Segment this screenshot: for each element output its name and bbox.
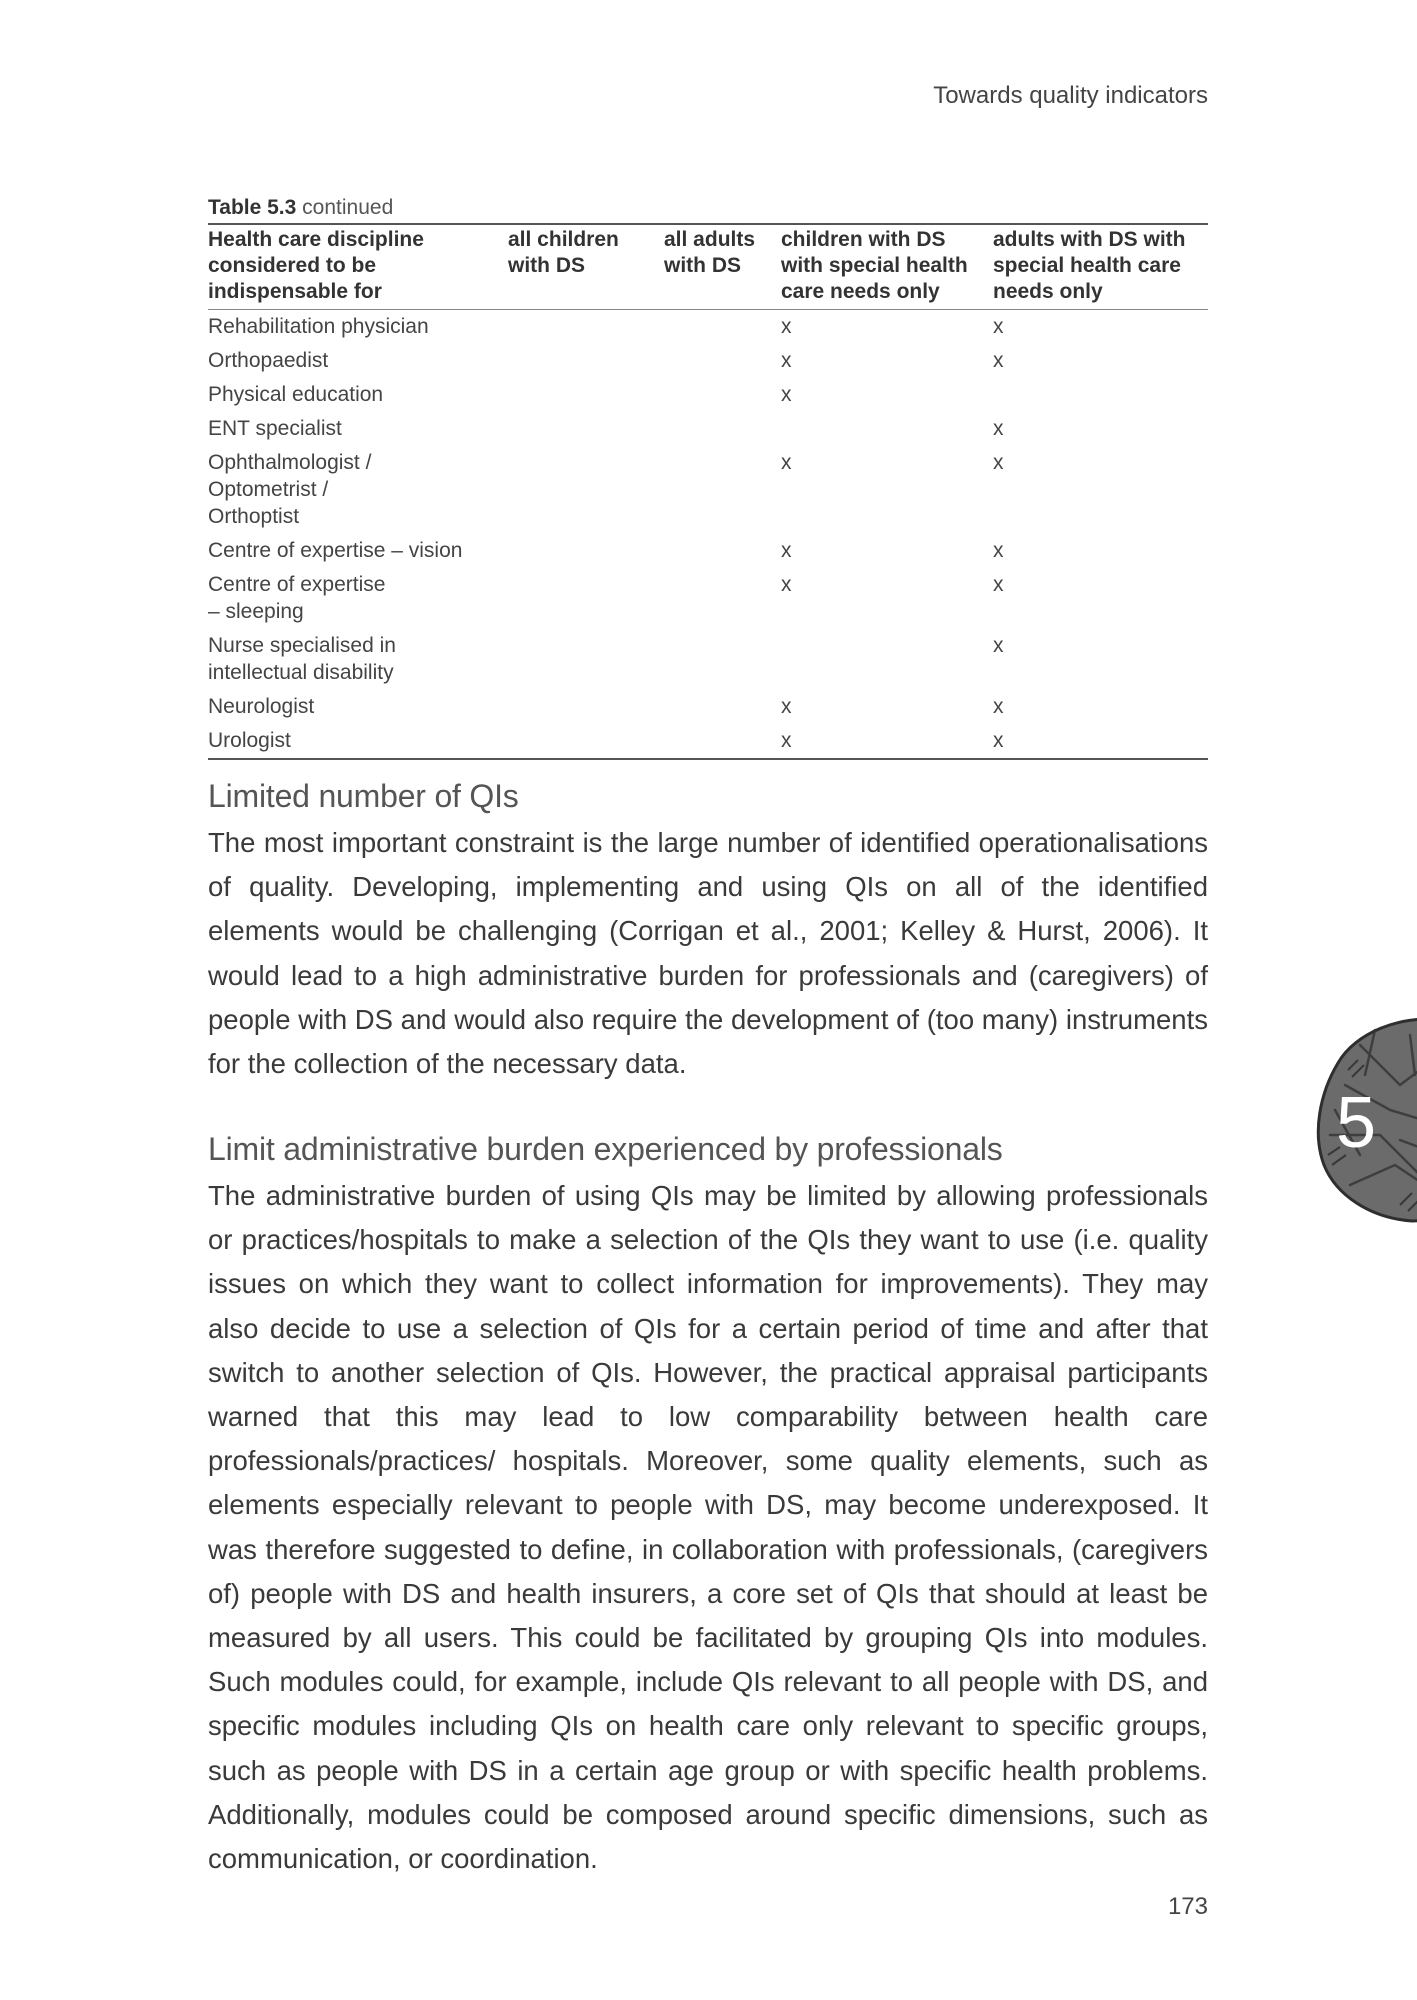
table-5-3: [208, 196, 1208, 760]
table-row: [208, 629, 1208, 690]
adults-all-cell: [664, 690, 781, 724]
children-special-cell: x: [781, 724, 993, 759]
adults-all-cell: [664, 310, 781, 345]
section-administrative-burden: [208, 1131, 1208, 1881]
children-all-cell: [508, 534, 664, 568]
page-number: 173: [1167, 1893, 1208, 1920]
column-header: adults with DS with special health care needs only: [993, 224, 1208, 310]
adults-all-cell: [664, 378, 781, 412]
table-header-row: [208, 224, 1208, 310]
children-special-cell: [781, 412, 993, 446]
adults-all-cell: [664, 568, 781, 629]
discipline-cell: ENT specialist: [208, 417, 342, 440]
adults-all-cell: [664, 629, 781, 690]
discipline-cell: Centre of expertise – vision: [208, 539, 463, 562]
adults-special-cell: x: [993, 539, 1004, 562]
discipline-cell: Orthopaedist: [208, 349, 329, 372]
discipline-cell: Ophthalmologist / Optometrist / Orthoptist: [208, 451, 372, 528]
children-all-cell: [508, 446, 664, 534]
table-caption-suffix: continued: [302, 196, 394, 219]
table-row: [208, 344, 1208, 378]
adults-all-cell: [664, 446, 781, 534]
table-row: [208, 412, 1208, 446]
adults-special-cell: x: [993, 634, 1004, 657]
children-special-cell: x: [781, 383, 792, 406]
adults-special-cell: x: [993, 573, 1004, 596]
section-body: The administrative burden of using QIs may be limited by allowing professionals or practices/hospitals to make a selection of the QIs they want to use (i.e. quality issues on which they want to collect information for improvements). They may also decide to use a selection of QIs for a certain period of time and after that switch to another selection of QIs. However, the practical appraisal participants warned that this may lead to low comparability between health care professionals/practices/ hospitals. Moreover, some quality elements, such as elements especially relevant to people with DS, may become underexposed. It was therefore suggested to define, in collaboration with professionals, (caregivers of) people with DS and health insurers, a core set of QIs that should at least be measured by all users. This could be facilitated by grouping QIs into modules. Such modules could, for example, include QIs relevant to all people with DS, and specific modules including QIs on health care only relevant to specific groups, such as people with DS in a certain age group or with specific health problems. Additionally, modules could be composed around specific dimensions, such as communication, or coordination.: [208, 1180, 1208, 1875]
discipline-table: [208, 223, 1208, 760]
adults-special-cell: x: [993, 724, 1208, 759]
adults-special-cell: x: [993, 417, 1004, 440]
table-caption: [208, 196, 1208, 220]
table-row: [208, 378, 1208, 412]
column-header: children with DS with special health care needs only: [781, 224, 993, 310]
children-all-cell: [508, 378, 664, 412]
running-title: Towards quality indicators: [933, 82, 1208, 109]
children-all-cell: [508, 724, 664, 759]
children-all-cell: [508, 690, 664, 724]
column-header: all adults with DS: [664, 224, 781, 310]
table-label: Table 5.3: [208, 196, 297, 219]
adults-all-cell: [664, 534, 781, 568]
adults-special-cell: x: [993, 451, 1004, 474]
children-all-cell: [508, 629, 664, 690]
discipline-cell: Centre of expertise – sleeping: [208, 573, 386, 623]
adults-special-cell: x: [993, 315, 1004, 338]
column-header: all children with DS: [508, 224, 664, 310]
children-special-cell: [781, 629, 993, 690]
discipline-cell: Rehabilitation physician: [208, 315, 429, 338]
adults-special-cell: x: [993, 695, 1004, 718]
discipline-cell: Nurse specialised in intellectual disability: [208, 634, 396, 684]
children-special-cell: x: [781, 315, 792, 338]
adults-all-cell: [664, 724, 781, 759]
section-heading: Limit administrative burden experienced by professionals: [208, 1131, 1003, 1167]
adults-all-cell: [664, 412, 781, 446]
section-body: The most important constraint is the large number of identified operationalisations of quality. Developing, implementing and using QIs on all of the identified elements would be challenging (Corrigan et al., 2001; Kelley & Hurst, 2006). It would lead to a high administrative burden for professionals and (caregivers) of people with DS and would also require the development of (too many) instruments for the collection of the necessary data.: [208, 827, 1208, 1080]
chapter-tab: [1300, 1015, 1417, 1225]
table-row: [208, 534, 1208, 568]
column-header: Health care discipline considered to be indispensable for: [208, 224, 508, 310]
table-row: [208, 310, 1208, 345]
children-all-cell: [508, 310, 664, 345]
children-special-cell: x: [781, 573, 792, 596]
adults-special-cell: [993, 378, 1208, 412]
children-special-cell: x: [781, 539, 792, 562]
children-special-cell: x: [781, 695, 792, 718]
discipline-cell: Physical education: [208, 383, 384, 406]
chapter-number: 5: [1336, 1083, 1377, 1163]
section-heading: Limited number of QIs: [208, 778, 519, 814]
children-all-cell: [508, 568, 664, 629]
discipline-cell: Neurologist: [208, 695, 315, 718]
adults-special-cell: x: [993, 349, 1004, 372]
table-row: [208, 690, 1208, 724]
children-all-cell: [508, 412, 664, 446]
table-row: [208, 568, 1208, 629]
adults-all-cell: [664, 344, 781, 378]
children-special-cell: x: [781, 349, 792, 372]
table-row: [208, 724, 1208, 759]
discipline-cell: Urologist: [208, 724, 508, 759]
chapter-badge-icon: [1300, 1015, 1417, 1225]
table-row: [208, 446, 1208, 534]
children-all-cell: [508, 344, 664, 378]
children-special-cell: x: [781, 451, 792, 474]
section-limited-number: [208, 778, 1208, 1086]
